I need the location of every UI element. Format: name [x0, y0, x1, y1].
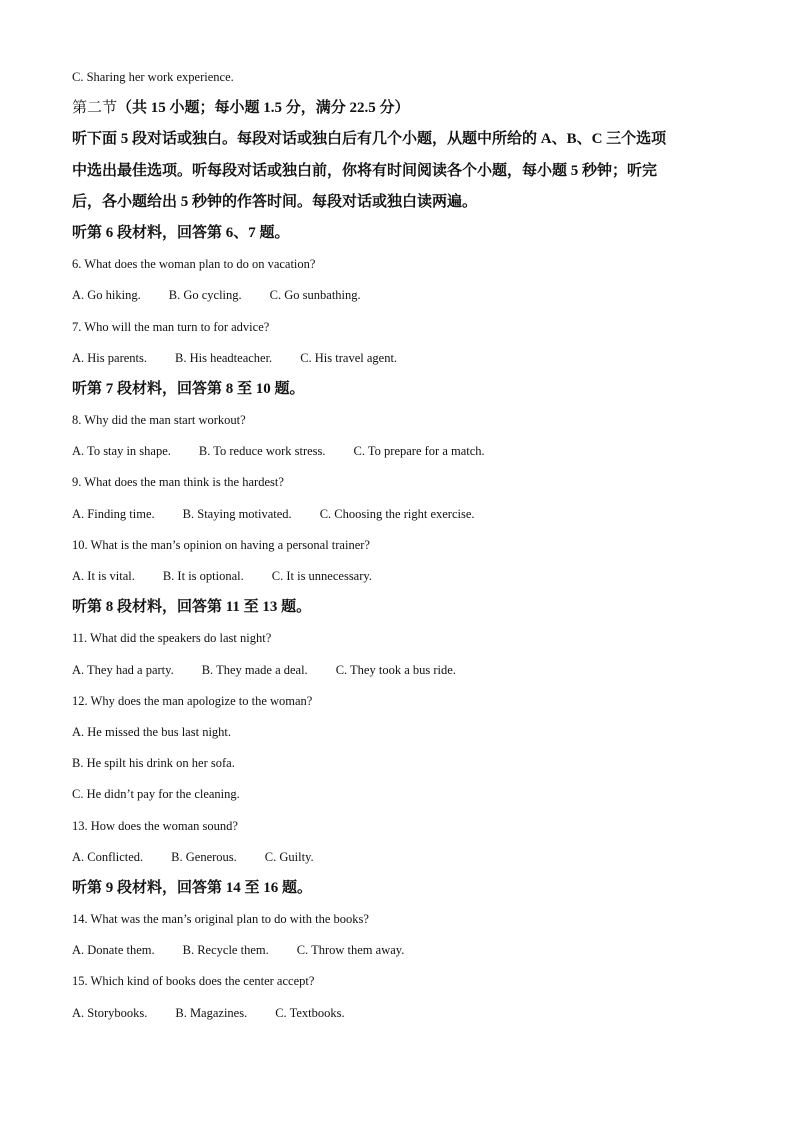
group-heading-8: 听第 8 段材料，回答第 11 至 13 题。 — [72, 599, 312, 616]
option-13c: C. Guilty. — [264, 849, 314, 864]
options-7 — [72, 343, 732, 374]
option-14a: A. Donate them. — [72, 943, 155, 958]
option-6a: A. Go hiking. — [72, 288, 141, 303]
options-8 — [72, 436, 732, 467]
options-14 — [72, 935, 732, 966]
exam-page — [72, 62, 732, 1029]
option-10c: C. It is unnecessary. — [271, 569, 372, 583]
option-12c: C. He didn’t pay for the cleaning. — [72, 787, 240, 802]
option-11c: C. They took a bus ride. — [335, 662, 456, 677]
option-7b: B. His headteacher. — [175, 350, 273, 365]
option-12b: B. He spilt his drink on her sofa. — [72, 756, 235, 771]
option-15a: A. Storybooks. — [72, 1005, 148, 1020]
options-15 — [72, 998, 732, 1029]
question-6: 6. What does the woman plan to do on vacation? — [72, 257, 316, 272]
section-title — [72, 93, 732, 124]
question-11: 11. What did the speakers do last night? — [72, 631, 272, 646]
section-title-prefix: 第二节 — [72, 100, 118, 117]
question-8: 8. Why did the man start workout? — [72, 413, 246, 428]
option-9c: C. Choosing the right exercise. — [319, 506, 475, 521]
option-c-previous: C. Sharing her work experience. — [72, 70, 234, 84]
option-8c: C. To prepare for a match. — [353, 444, 485, 459]
group-heading-7: 听第 7 段材料，回答第 8 至 10 题。 — [72, 380, 305, 397]
option-15c: C. Textbooks. — [275, 1005, 345, 1020]
option-9b: B. Staying motivated. — [182, 506, 292, 521]
option-12a: A. He missed the bus last night. — [72, 724, 232, 739]
question-7: 7. Who will the man turn to for advice? — [72, 319, 270, 334]
option-8a: A. To stay in shape. — [72, 444, 171, 459]
option-11b: B. They made a deal. — [201, 662, 308, 677]
question-14: 14. What was the man’s original plan to do with the books? — [72, 912, 369, 927]
options-13 — [72, 842, 732, 873]
options-10 — [72, 561, 732, 592]
options-11 — [72, 655, 732, 686]
question-10: 10. What is the man’s opinion on having a personal trainer? — [72, 537, 370, 552]
option-6c: C. Go sunbathing. — [269, 288, 361, 303]
group-heading-9: 听第 9 段材料，回答第 14 至 16 题。 — [72, 879, 313, 896]
option-9a: A. Finding time. — [72, 506, 155, 521]
options-9 — [72, 499, 732, 530]
option-11a: A. They had a party. — [72, 662, 174, 677]
option-15b: B. Magazines. — [175, 1005, 248, 1020]
option-10b: B. It is optional. — [162, 569, 244, 583]
option-13b: B. Generous. — [171, 849, 237, 864]
option-13a: A. Conflicted. — [72, 849, 144, 864]
instructions-line-1: 听下面 5 段对话或独白。每段对话或独白后有几个小题，从题中所给的 A、B、C 三个选项 — [72, 131, 667, 148]
option-14c: C. Throw them away. — [296, 943, 405, 958]
option-14b: B. Recycle them. — [182, 943, 269, 958]
option-7c: C. His travel agent. — [300, 350, 398, 365]
question-12: 12. Why does the man apologize to the woman? — [72, 693, 313, 708]
option-10a: A. It is vital. — [72, 569, 135, 583]
question-13: 13. How does the woman sound? — [72, 818, 238, 833]
section-title-rest: （共 15 小题；每小题 1.5 分，满分 22.5 分） — [117, 100, 410, 117]
instructions-line-2: 中选出最佳选项。听每段对话或独白前，你将有时间阅读各个小题，每小题 5 秒钟；听完 — [72, 162, 658, 179]
question-15: 15. Which kind of books does the center accept? — [72, 974, 315, 989]
option-8b: B. To reduce work stress. — [198, 444, 326, 459]
option-6b: B. Go cycling. — [168, 288, 242, 303]
group-heading-6: 听第 6 段材料，回答第 6、7 题。 — [72, 224, 290, 241]
question-9: 9. What does the man think is the hardest? — [72, 475, 284, 490]
options-6 — [72, 280, 732, 311]
option-7a: A. His parents. — [72, 350, 147, 365]
instructions-line-3: 后，各小题给出 5 秒钟的作答时间。每段对话或独白读两遍。 — [72, 193, 478, 210]
